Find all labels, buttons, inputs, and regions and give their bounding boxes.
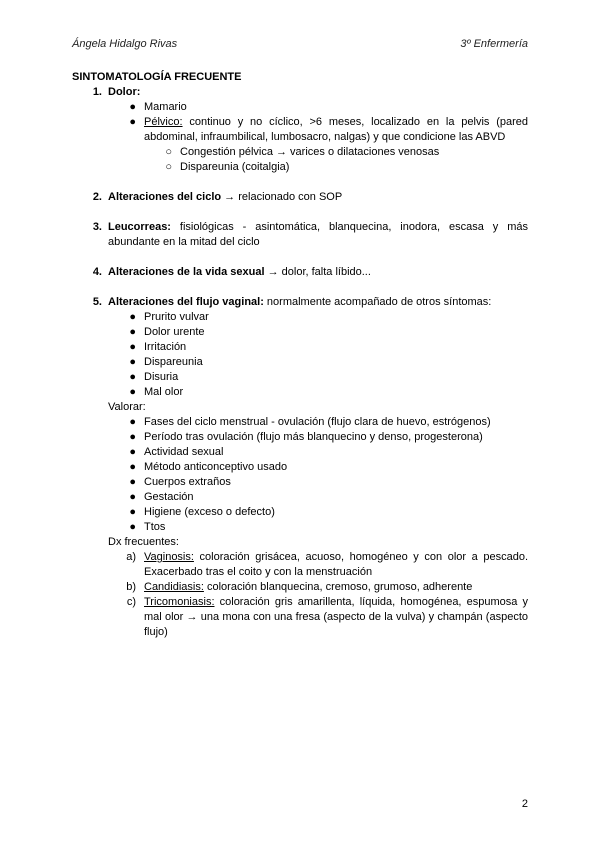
section-heading: Leucorreas: (108, 221, 171, 233)
list-item: ● Pélvico: continuo y no cíclico, >6 meses, localizado en la pelvis (pared abdominal, infraumbilical, lumbosacro, nalgas) y que condicione las ABVD (129, 116, 528, 143)
section-heading: Alteraciones del flujo vaginal: (108, 296, 264, 308)
dx-term: Tricomoniasis: (144, 596, 215, 608)
list-item: ● Disuria (129, 371, 179, 383)
list-item: ● Ttos (129, 521, 166, 533)
document-body (72, 70, 528, 640)
symptoms-list (108, 310, 528, 400)
header-author: Ángela Hidalgo Rivas (72, 38, 178, 50)
section-number: 1. (92, 86, 102, 98)
pelvico-sublist (144, 145, 528, 175)
dx-item: c) Tricomoniasis: coloración gris amarillenta, líquida, homogénea, espumosa y mal olor → una mona con una fresa (aspecto de la vulva) y champán (aspecto flujo) (126, 596, 528, 638)
list-item: ● Dispareunia (129, 356, 203, 368)
page-title: SINTOMATOLOGÍA FRECUENTE (72, 71, 242, 83)
page-number: 2 (521, 798, 528, 810)
sub-list-item: ○ Congestión pélvica → varices o dilataciones venosas (165, 146, 440, 158)
section-flujo-vaginal: 5. Alteraciones del flujo vaginal: normalmente acompañado de otros síntomas: (92, 296, 492, 308)
list-item: ● Cuerpos extraños (129, 476, 231, 488)
dx-list (108, 550, 528, 640)
list-item: ● Higiene (exceso o defecto) (129, 506, 275, 518)
dx-item: a) Vaginosis: coloración grisácea, acuoso, homogéneo y con olor a pescado. Exacerbado tras el coito y con la menstruación (126, 551, 528, 578)
valorar-list (108, 415, 528, 535)
header-course: 3º Enfermería (460, 38, 528, 50)
section-heading: Dolor: (108, 86, 141, 98)
dolor-list (108, 100, 528, 145)
list-item: ● Período tras ovulación (flujo más blanquecino y denso, progesterona) (129, 431, 483, 443)
sub-list-item: ○ Dispareunia (coitalgia) (165, 161, 290, 173)
list-item: ● Mamario (129, 101, 187, 113)
section-dolor (72, 85, 528, 100)
section-ciclo: 2. Alteraciones del ciclo → relacionado con SOP (92, 191, 343, 203)
list-item: ● Mal olor (129, 386, 184, 398)
section-heading: Alteraciones del ciclo (108, 191, 222, 203)
section-leucorreas: 3. Leucorreas: fisiológicas - asintomática, blanquecina, inodora, escasa y más abundante en la mitad del ciclo (92, 221, 528, 248)
list-item: ● Fases del ciclo menstrual - ovulación (flujo clara de huevo, estrógenos) (129, 416, 491, 428)
list-item: ● Dolor urente (129, 326, 205, 338)
list-item: ● Método anticonceptivo usado (129, 461, 288, 473)
section-heading: Alteraciones de la vida sexual (108, 266, 265, 278)
list-item: ● Irritación (129, 341, 187, 353)
list-item: ● Gestación (129, 491, 194, 503)
dx-term: Vaginosis: (144, 551, 194, 563)
dx-term: Candidiasis: (144, 581, 204, 593)
pelvico-term: Pélvico: (144, 116, 183, 128)
list-item: ● Actividad sexual (129, 446, 224, 458)
section-vida-sexual: 4. Alteraciones de la vida sexual → dolor, falta líbido... (92, 266, 371, 278)
list-item: ● Prurito vulvar (129, 311, 209, 323)
valorar-label: Valorar: (108, 401, 146, 413)
dx-item: b) Candidiasis: coloración blanquecina, cremoso, grumoso, adherente (126, 581, 473, 593)
dx-label: Dx frecuentes: (108, 536, 179, 548)
